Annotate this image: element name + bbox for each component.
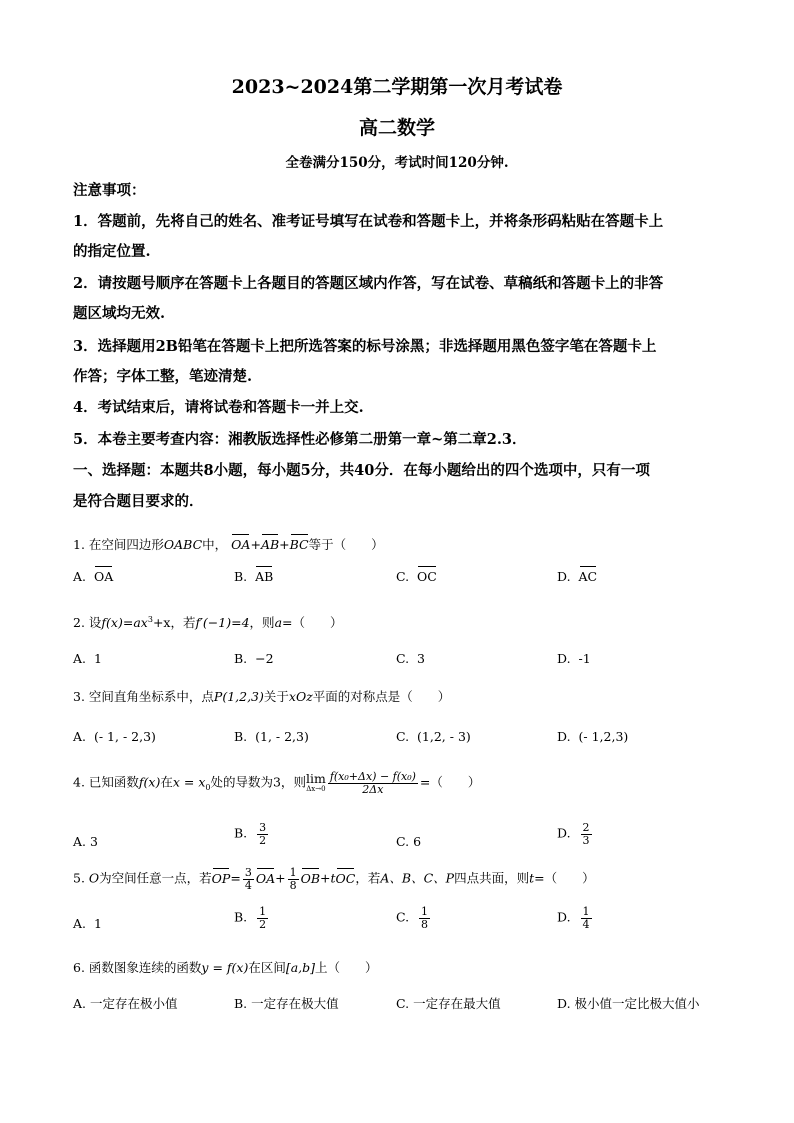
option-d: D. 极小值一定比极大值小	[557, 996, 700, 1011]
notice-heading: 注意事项：	[73, 182, 146, 199]
vector-oc: OC	[335, 870, 356, 886]
notice-line: 作答；字体工整，笔迹清楚.	[73, 368, 253, 385]
option-c: C. OC	[396, 569, 437, 584]
notice-line: 5．本卷主要考查内容：湘教版选择性必修第二册第一章~第二章2.3．	[73, 431, 527, 448]
option-b: B. $\frac{1}{2}$	[234, 905, 267, 931]
option-c: C. (1,2, - 3)	[396, 729, 471, 744]
vector-op: OP	[211, 870, 231, 886]
option-a: A. 1	[73, 916, 102, 931]
option-b: B. 一定存在极大值	[234, 996, 339, 1011]
option-d: D. -1	[557, 651, 591, 666]
option-c: C. $\frac{1}{8}$	[396, 905, 429, 931]
option-b: B. $\frac{3}{2}$	[234, 821, 267, 847]
notice-line: 1．答题前，先将自己的姓名、准考证号填写在试卷和答题卡上，并将条形码粘贴在答题卡上	[73, 213, 664, 230]
notice-line: 4．考试结束后，请将试卷和答题卡一并上交.	[73, 399, 364, 416]
option-c: C. 6	[396, 834, 422, 849]
option-d: D. $\frac{1}{4}$	[557, 905, 590, 931]
notice-line: 的指定位置.	[73, 243, 151, 260]
question-3-stem: 3. 空间直角坐标系中，点P(1,2,3)关于xOz平面的对称点是（ ）	[73, 689, 451, 704]
limit-fraction: $\frac{\text{f(x₀+Δx) − f(x₀)}}{2\Delta x}$	[329, 770, 416, 796]
option-d: D. $\frac{2}{3}$	[557, 821, 590, 847]
question-1-stem: 1. 在空间四边形OABC中， OA+AB+BC等于（ ）	[73, 537, 384, 552]
option-a: A. 3	[73, 834, 98, 849]
vector-ab: AB	[260, 537, 280, 552]
option-a: A. (- 1, - 2,3)	[73, 729, 156, 744]
option-a: A. OA	[73, 569, 114, 584]
section-heading-cont: 是符合题目要求的．	[73, 493, 204, 510]
question-2-stem: 2. 设$f(x)=ax^3+x$，若f′(−1)=4，则a=（ ）	[73, 614, 343, 630]
vector-oa: OA	[255, 870, 276, 886]
option-d: D. AC	[557, 569, 598, 584]
option-b: B. AB	[234, 569, 274, 584]
section-heading: 一、选择题：本题共8小题，每小题5分，共40分．在每小题给出的四个选项中，只有一项	[73, 462, 650, 479]
question-6-stem: 6. 函数图象连续的函数y = f(x)在区间[a,b]上（ ）	[73, 960, 378, 975]
notice-line: 题区域均无效.	[73, 305, 166, 322]
option-a: A. 一定存在极小值	[73, 996, 178, 1011]
option-d: D. (- 1,2,3)	[557, 729, 629, 744]
option-c: C. 3	[396, 651, 425, 666]
exam-title: 2023~2024第二学期第一次月考试卷	[231, 76, 563, 98]
option-b: B. (1, - 2,3)	[234, 729, 309, 744]
vector-oa: OA	[231, 537, 251, 552]
option-b: B. −2	[234, 651, 274, 666]
notice-line: 3．选择题用2B铅笔在答题卡上把所选答案的标号涂黑；非选择题用黑色签字笔在答题卡上	[73, 338, 657, 355]
question-5-stem: 5. O为空间任意一点，若OP= $\frac{3}{4}$ OA+ $\frac{1}{8}$ OB+tOC，若A、B、C、P四点共面，则t=（ ）	[73, 866, 595, 892]
vector-bc: BC	[289, 537, 309, 552]
vector-ob: OB	[300, 870, 321, 886]
exam-info: 全卷满分150分，考试时间120分钟.	[285, 155, 509, 171]
option-a: A. 1	[73, 651, 102, 666]
subject-title: 高二数学	[358, 117, 435, 139]
notice-line: 2．请按题号顺序在答题卡上各题目的答题区域内作答，写在试卷、草稿纸和答题卡上的非答	[73, 275, 664, 292]
question-4-stem: 4. 已知函数f(x)在$x = x_0$处的导数为3，则 lim Δx→0 $\frac{\text{f(x₀+Δx) − f(x₀)}}{2\Delta x}$ =（ ）	[73, 770, 481, 796]
option-c: C. 一定存在最大值	[396, 996, 501, 1011]
